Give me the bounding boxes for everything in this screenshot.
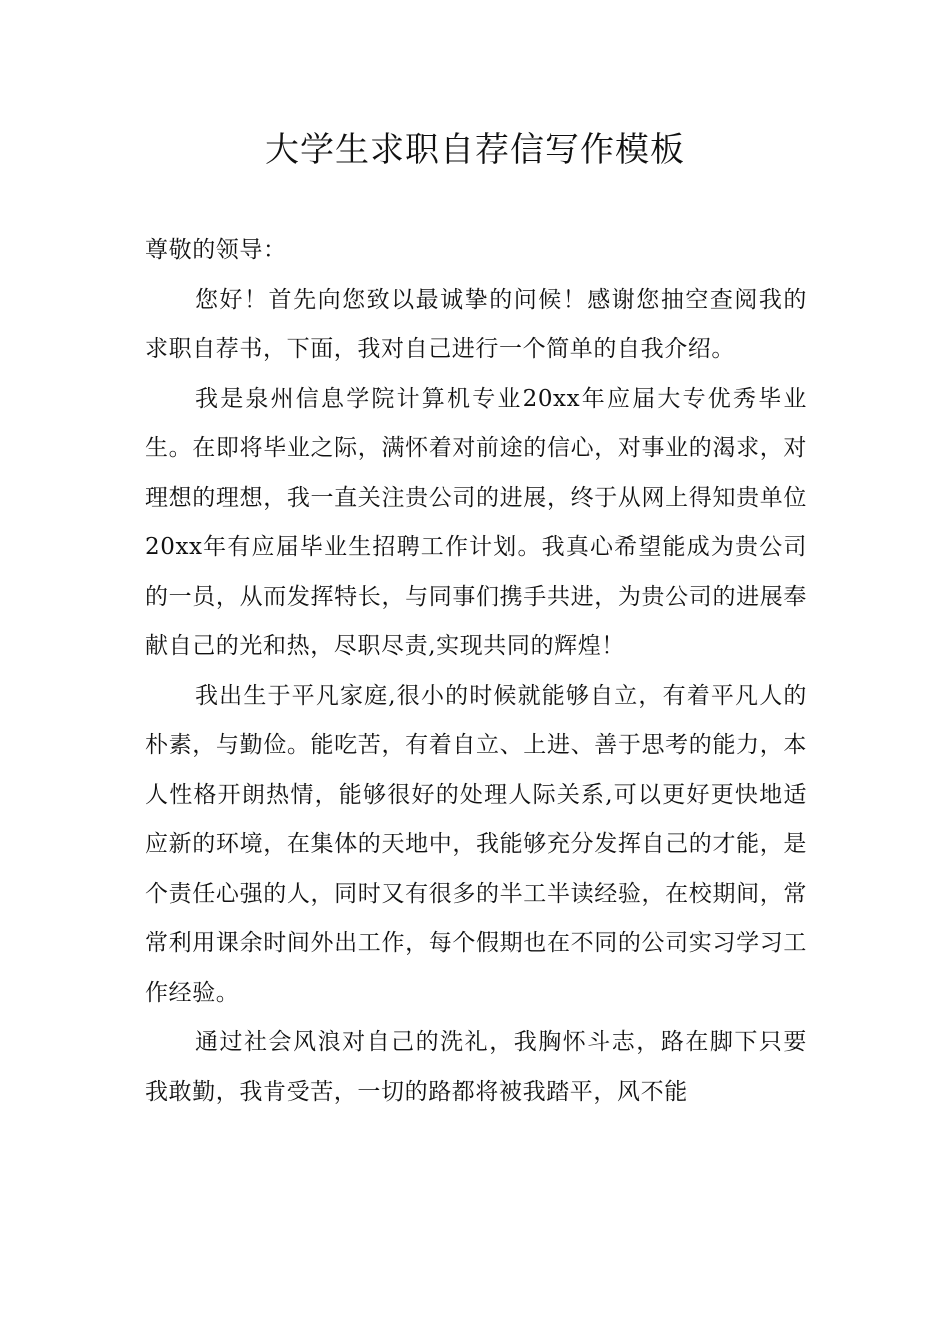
paragraph-greeting: 您好！首先向您致以最诚挚的问候！感谢您抽空查阅我的求职自荐书，下面，我对自己进行一个简单的自我介绍。 [145,286,807,362]
paragraph-determination: 通过社会风浪对自己的洗礼，我胸怀斗志，路在脚下只要我敢勤，我肯受苦，一切的路都将被我踏平，风不能 [145,1029,807,1105]
document-title: 大学生求职自荐信写作模板 [265,130,685,170]
paragraph-personality: 我出生于平凡家庭,很小的时候就能够自立，有着平凡人的朴素，与勤俭。能吃苦，有着自立、上进、善于思考的能力，本人性格开朗热情，能够很好的处理人际关系,可以更好更快地适应新的环境，在集体的天地中，我能够充分发挥自己的才能，是个责任心强的人，同时又有很多的半工半读经验，在校期间，常常利用课余时间外出工作，每个假期也在不同的公司实习学习工作经验。 [145,682,807,1006]
salutation: 尊敬的领导： [145,237,287,263]
paragraph-background: 我是泉州信息学院计算机专业20xx年应届大专优秀毕业生。在即将毕业之际，满怀着对前途的信心，对事业的渴求，对理想的理想，我一直关注贵公司的进展，终于从网上得知贵单位20xx年有应届毕业生招聘工作计划。我真心希望能成为贵公司的一员，从而发挥特长，与同事们携手共进，为贵公司的进展奉献自己的光和热，尽职尽责,实现共同的辉煌！ [145,385,807,659]
letter-body [145,226,807,1117]
